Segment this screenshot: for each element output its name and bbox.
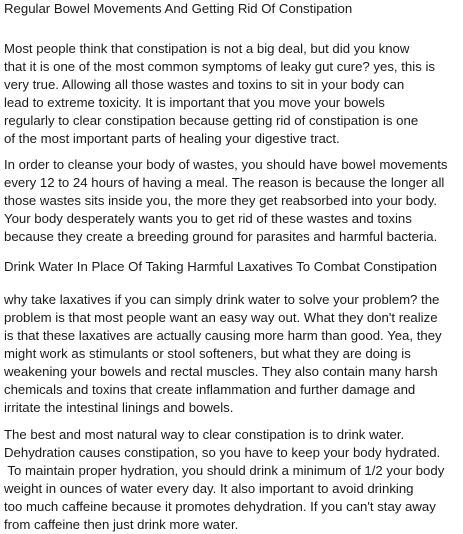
text-line: those wastes sits inside you, the more they get reabsorbed into your body. <box>4 193 437 208</box>
section-subheading: Drink Water In Place Of Taking Harmful Laxatives To Combat Constipation <box>4 259 437 274</box>
text-line: too much caffeine because it promotes dehydration. If you can't stay away <box>4 499 436 514</box>
text-line: The best and most natural way to clear constipation is to drink water. <box>4 427 405 442</box>
text-line: every 12 to 24 hours of having a meal. The reason is because the longer all <box>4 175 445 190</box>
text-line: weight in ounces of water every day. It also important to avoid drinking <box>4 481 414 496</box>
text-line: Most people think that constipation is not a big deal, but did you know <box>4 41 410 56</box>
text-line: why take laxatives if you can simply drink water to solve your problem? the <box>4 292 440 307</box>
text-line: might work as stimulants or stool softeners, but what they are doing is <box>4 346 411 361</box>
text-line: irritate the intestinal linings and bowels. <box>4 400 234 415</box>
paragraph-intro <box>4 40 435 148</box>
text-line: from caffeine then just drink more water. <box>4 517 239 532</box>
text-line: Dehydration causes constipation, so you have to keep your body hydrated. <box>4 445 441 460</box>
text-line: problem is that most people want an easy way out. What they don't realize <box>4 310 438 325</box>
text-line: Your body desperately wants you to get rid of these wastes and toxins <box>4 211 412 226</box>
text-line: because they create a breeding ground for parasites and harmful bacteria. <box>4 229 438 244</box>
text-line: To maintain proper hydration, you should drink a minimum of 1/2 your body <box>4 463 445 478</box>
text-line: chemicals and toxins that create inflammation and further damage and <box>4 382 416 397</box>
paragraph-laxatives <box>4 291 442 417</box>
text-line: is that these laxatives are actually causing more harm than good. Yea, they <box>4 328 442 343</box>
text-line: of the most important parts of healing your digestive tract. <box>4 131 340 146</box>
text-line: In order to cleanse your body of wastes, you should have bowel movements <box>4 157 448 172</box>
paragraph-water <box>4 426 444 534</box>
article-title: Regular Bowel Movements And Getting Rid Of Constipation <box>4 1 353 16</box>
text-line: lead to extreme toxicity. It is important that you move your bowels <box>4 95 385 110</box>
text-line: weakening your bowels and rectal muscles. They also contain many harsh <box>4 364 438 379</box>
paragraph-cleanse <box>4 156 448 246</box>
text-line: very true. Allowing all those wastes and toxins to sit in your body can <box>4 77 405 92</box>
text-line: regularly to clear constipation because getting rid of constipation is one <box>4 113 419 128</box>
text-line: that it is one of the most common symptoms of leaky gut cure? yes, this is <box>4 59 435 74</box>
